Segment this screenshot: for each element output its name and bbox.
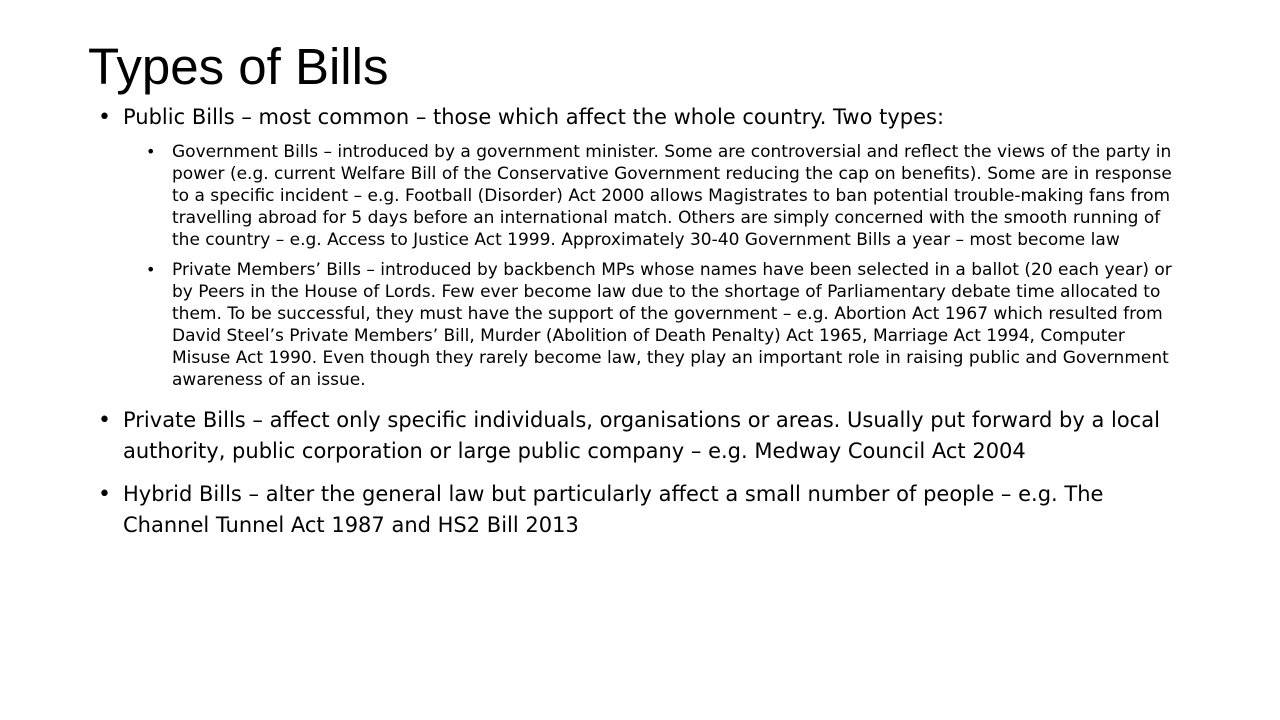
bullet-text: Public Bills – most common – those which affect the whole country. Two types: — [123, 105, 945, 129]
sub-bullet-text: Government Bills – introduced by a government minister. Some are controversial and reflect the views of the party in power (e.g. current Welfare Bill of the Conservative Government reducing the cap on benefits). Some are in response to a specific incident – e.g. Football (Disorder) Act 2000 allows Magistrates to ban potential trouble-making fans from travelling abroad for 5 days before an international match. Others are simply concerned with the smooth running of the country – e.g. Access to Justice Act 1999. Approximately 30-40 Government Bills a year – most become law — [172, 142, 1172, 250]
bullet-text: Private Bills – affect only specific individuals, organisations or areas. Usually put forward by a local authority, public corporation or large public company – e.g. Medway Council Act 2004 — [123, 408, 1160, 463]
bullet-text: Hybrid Bills – alter the general law but particularly affect a small number of people – e.g. The Channel Tunnel Act 1987 and HS2 Bill 2013 — [123, 482, 1104, 537]
bullet-dot-icon: • — [146, 260, 156, 279]
bullet-dot-icon: • — [98, 482, 111, 507]
slide-title: Types of Bills — [88, 38, 389, 95]
bullet-public-bills — [98, 102, 1183, 133]
bullet-dot-icon: • — [98, 408, 111, 433]
bullet-private-bills — [98, 405, 1183, 467]
bullet-hybrid-bills — [98, 479, 1183, 541]
bullet-dot-icon: • — [146, 142, 156, 161]
sub-bullet-private-members-bills — [146, 259, 1188, 391]
bullet-dot-icon: • — [98, 105, 111, 130]
sub-bullet-government-bills — [146, 141, 1188, 251]
slide-body — [98, 102, 1278, 541]
sub-bullet-text: Private Members’ Bills – introduced by backbench MPs whose names have been selected in a ballot (20 each year) or by Peers in the House of Lords. Few ever become law due to the shortage of Parliamentary debate time allocated to them. To be successful, they must have the support of the government – e.g. Abortion Act 1967 which resulted from David Steel’s Private Members’ Bill, Murder (Abolition of Death Penalty) Act 1965, Marriage Act 1994, Computer Misuse Act 1990. Even though they rarely become law, they play an important role in raising public and Government awareness of an issue. — [172, 260, 1172, 390]
